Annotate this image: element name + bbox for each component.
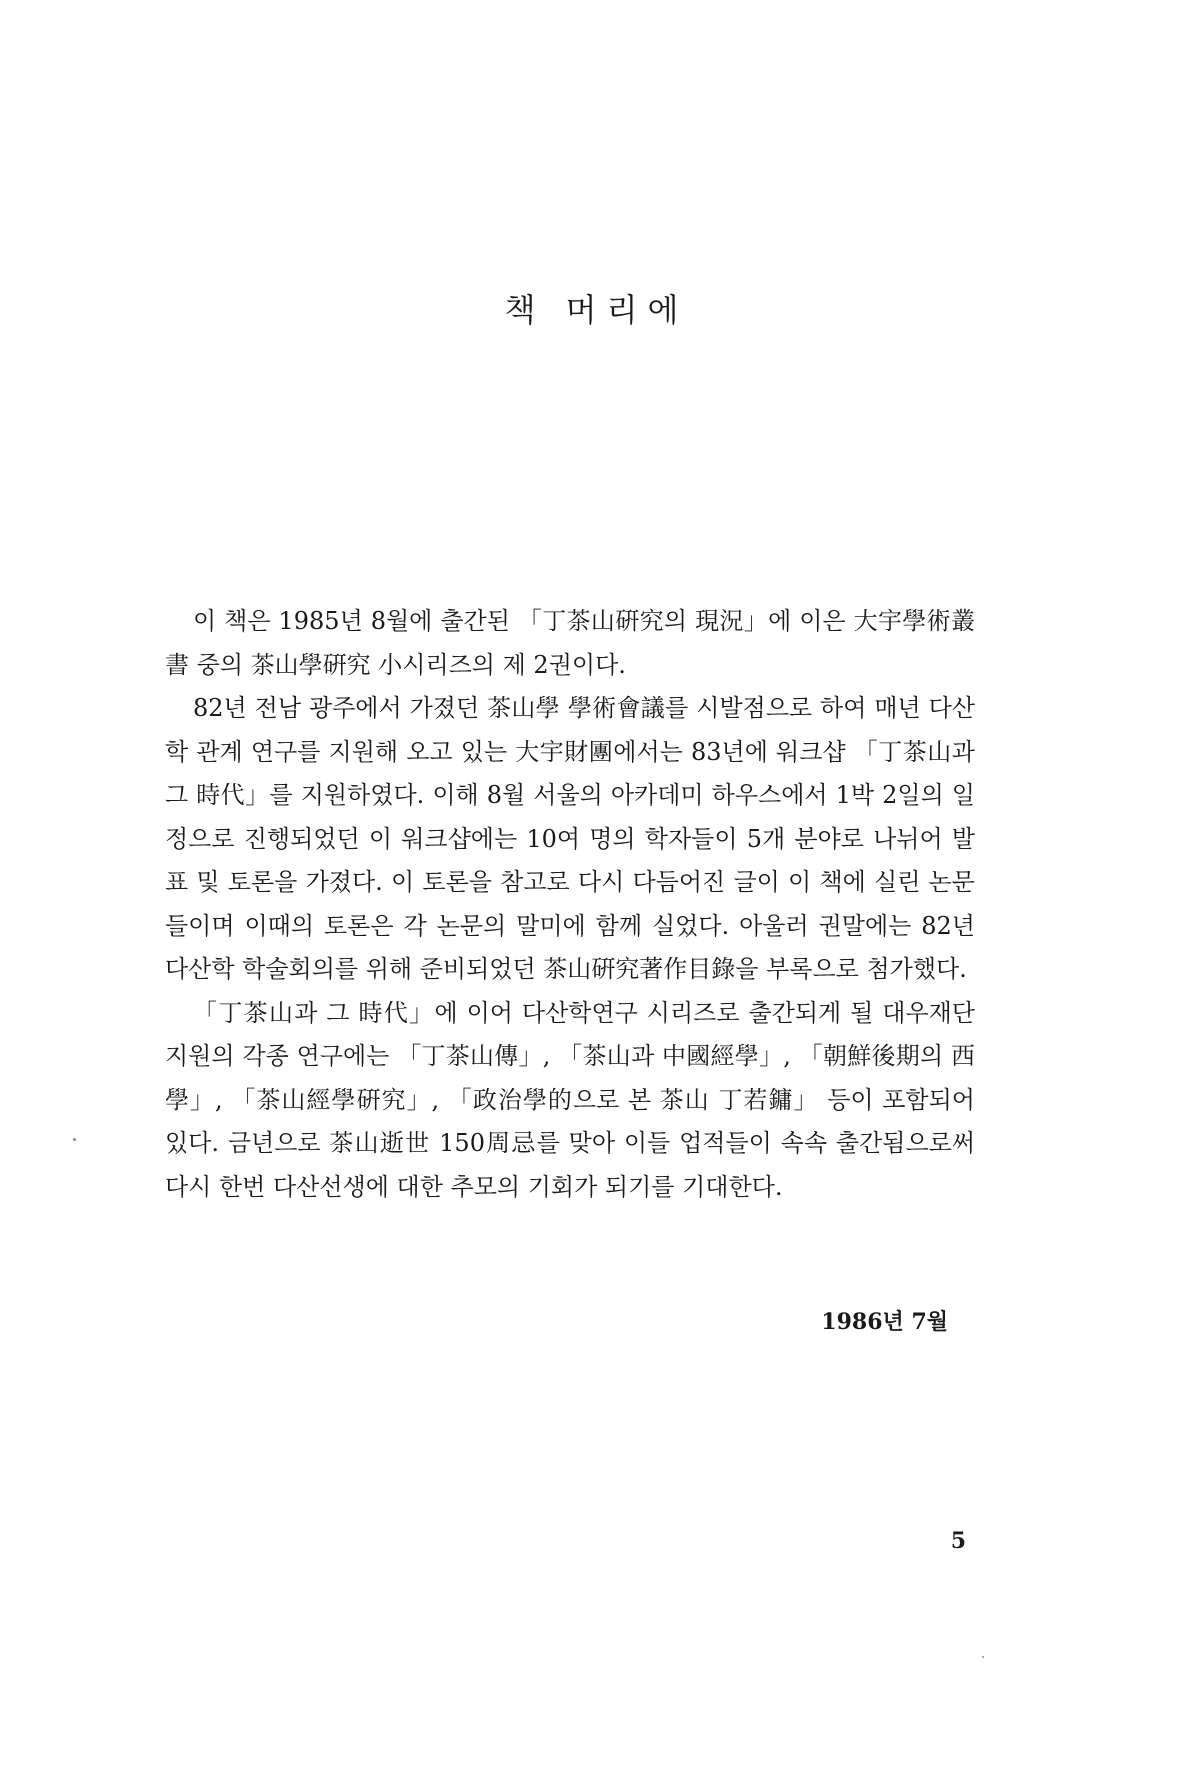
scan-speck: [73, 1138, 76, 1141]
preface-date: 1986년 7월: [821, 1309, 948, 1335]
paragraph-1: 이 책은 1985년 8월에 출간된 「丁茶山硏究의 現況」에 이은 大宇學術叢書 중의 茶山學硏究 小시리즈의 제 2권이다.: [165, 607, 975, 679]
paragraph-3: 「丁茶山과 그 時代」에 이어 다산학연구 시리즈로 출간되게 될 대우재단 지원의 각종 연구에는 「丁茶山傳」, 「茶山과 中國經學」, 「朝鮮後期의 西學」, 「茶山經學硏究」, 「政治學的으로 본 茶山 丁若鏞」 등이 포함되어 있다. 금년으로 茶山逝世 150周忌를 맞아 이들 업적들이 속속 출간됨으로써 다시 한번 다산선생에 대한 추모의 기회가 되기를 기대한다.: [165, 998, 975, 1201]
preface-body: [165, 600, 975, 1209]
page-number: 5: [950, 1528, 966, 1554]
scan-speck: [982, 1656, 984, 1658]
paragraph-2: 82년 전남 광주에서 가졌던 茶山學 學術會議를 시발점으로 하여 매년 다산학 관계 연구를 지원해 오고 있는 大宇財團에서는 83년에 워크샵 「丁茶山과 그 時代」를 지원하였다. 이해 8월 서울의 아카데미 하우스에서 1박 2일의 일정으로 진행되었던 이 워크샵에는 10여 명의 학자들이 5개 분야로 나뉘어 발표 및 토론을 가졌다. 이 토론을 참고로 다시 다듬어진 글이 이 책에 실린 논문들이며 이때의 토론은 각 논문의 말미에 함께 실었다. 아울러 권말에는 82년 다산학 학술회의를 위해 준비되었던 茶山硏究著作目錄을 부록으로 첨가했다.: [165, 694, 975, 983]
page-title: 책 머리에: [504, 291, 689, 329]
